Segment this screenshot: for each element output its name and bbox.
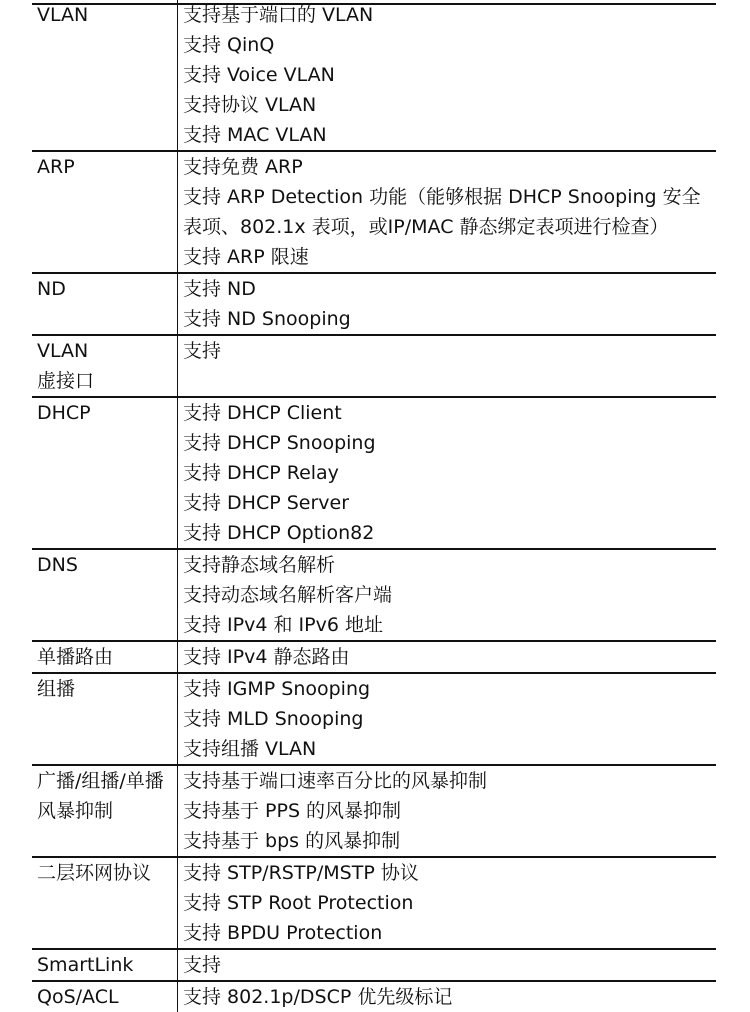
- feature-label-cell: [32, 950, 178, 980]
- feature-detail-line: 支持 Voice VLAN: [183, 64, 335, 86]
- feature-label-line: DNS: [37, 554, 78, 576]
- feature-label-cell: [32, 274, 178, 334]
- feature-details-cell: [178, 274, 716, 334]
- feature-label-line: ND: [37, 278, 66, 300]
- feature-detail-line: 表项、802.1x 表项，或IP/MAC 静态绑定表项进行检查）: [183, 216, 669, 238]
- table-row: [32, 858, 716, 950]
- feature-detail-line: 支持静态域名解析: [183, 554, 336, 576]
- feature-label-cell: [32, 674, 178, 764]
- feature-label-cell: [32, 152, 178, 272]
- feature-label-line: 虚接口: [37, 370, 95, 392]
- feature-label-cell: [32, 0, 178, 150]
- feature-label-cell: [32, 642, 178, 672]
- feature-label-cell: [32, 550, 178, 640]
- feature-detail-line: 支持 DHCP Option82: [183, 522, 375, 544]
- feature-label-cell: [32, 336, 178, 396]
- table-row: [32, 642, 716, 674]
- feature-label-line: VLAN: [37, 4, 89, 26]
- feature-label-cell: [32, 982, 178, 1012]
- feature-detail-line: 支持 ND Snooping: [183, 308, 351, 330]
- feature-detail-line: 支持 ND: [183, 278, 256, 300]
- table-row: [32, 0, 716, 152]
- feature-details-cell: [178, 766, 716, 856]
- table-row: [32, 550, 716, 642]
- feature-details-cell: [178, 674, 716, 764]
- feature-detail-line: 支持 ARP Detection 功能（能够根据 DHCP Snooping 安全: [183, 186, 701, 208]
- feature-detail-line: 支持协议 VLAN: [183, 94, 317, 116]
- feature-details-cell: [178, 982, 716, 1012]
- feature-detail-line: 支持: [183, 954, 222, 976]
- feature-detail-line: 支持 IGMP Snooping: [183, 678, 371, 700]
- feature-label-cell: [32, 398, 178, 548]
- feature-label-line: 二层环网协议: [37, 862, 152, 884]
- feature-detail-line: 支持基于端口的 VLAN: [183, 4, 374, 26]
- table-row: [32, 152, 716, 274]
- feature-detail-line: 支持 IPv4 和 IPv6 地址: [183, 614, 383, 636]
- table-row: [32, 274, 716, 336]
- feature-detail-line: 支持免费 ARP: [183, 156, 303, 178]
- feature-detail-line: 支持 IPv4 静态路由: [183, 646, 350, 668]
- feature-label-cell: [32, 766, 178, 856]
- feature-detail-line: 支持: [183, 340, 222, 362]
- feature-label-line: DHCP: [37, 402, 91, 424]
- feature-details-cell: [178, 858, 716, 948]
- table-row: [32, 674, 716, 766]
- feature-detail-line: 支持 MAC VLAN: [183, 124, 327, 146]
- feature-details-cell: [178, 642, 716, 672]
- feature-detail-line: 支持 BPDU Protection: [183, 922, 383, 944]
- feature-detail-line: 支持 ARP 限速: [183, 246, 309, 268]
- feature-detail-line: 支持基于 PPS 的风暴抑制: [183, 800, 402, 822]
- feature-label-line: 单播路由: [37, 646, 114, 668]
- table-row: [32, 336, 716, 398]
- feature-details-cell: [178, 336, 716, 396]
- feature-detail-line: 支持 DHCP Relay: [183, 462, 339, 484]
- feature-detail-line: 支持 MLD Snooping: [183, 708, 364, 730]
- feature-detail-line: 支持动态域名解析客户端: [183, 584, 393, 606]
- feature-label-line: 组播: [37, 678, 76, 700]
- table-row: [32, 950, 716, 982]
- feature-detail-line: 支持 STP/RSTP/MSTP 协议: [183, 862, 419, 884]
- table-row: [32, 982, 716, 1012]
- feature-details-cell: [178, 950, 716, 980]
- feature-details-cell: [178, 152, 716, 272]
- table-row: [32, 766, 716, 858]
- spec-table: [32, 0, 716, 1012]
- feature-detail-line: 支持 802.1p/DSCP 优先级标记: [183, 986, 453, 1008]
- feature-details-cell: [178, 398, 716, 548]
- feature-label-line: 广播/组播/单播: [37, 770, 164, 792]
- feature-label-line: SmartLink: [37, 954, 134, 976]
- feature-detail-line: 支持基于端口速率百分比的风暴抑制: [183, 770, 488, 792]
- table-row: [32, 398, 716, 550]
- feature-detail-line: 支持 DHCP Client: [183, 402, 342, 424]
- feature-details-cell: [178, 0, 716, 150]
- feature-detail-line: 支持 DHCP Server: [183, 492, 350, 514]
- feature-label-line: 风暴抑制: [37, 800, 114, 822]
- feature-detail-line: 支持基于 bps 的风暴抑制: [183, 830, 401, 852]
- feature-detail-line: 支持 STP Root Protection: [183, 892, 414, 914]
- feature-details-cell: [178, 550, 716, 640]
- feature-label-line: QoS/ACL: [37, 986, 119, 1008]
- feature-detail-line: 支持 QinQ: [183, 34, 275, 56]
- feature-detail-line: 支持组播 VLAN: [183, 738, 317, 760]
- feature-label-cell: [32, 858, 178, 948]
- feature-label-line: ARP: [37, 156, 75, 178]
- feature-detail-line: 支持 DHCP Snooping: [183, 432, 376, 454]
- feature-label-line: VLAN: [37, 340, 89, 362]
